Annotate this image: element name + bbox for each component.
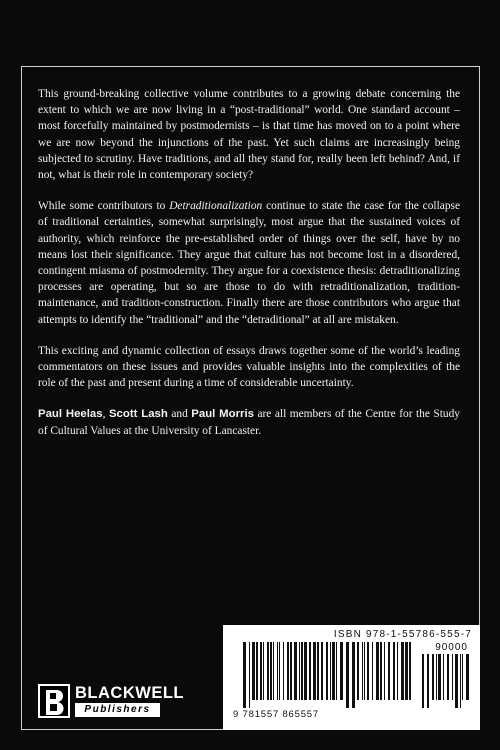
- publisher-name: BLACKWELL: [75, 684, 184, 702]
- barcode-bar: [256, 642, 258, 700]
- publisher-subtitle: Publishers: [75, 703, 160, 717]
- barcode-bar: [279, 642, 280, 700]
- barcode-bar: [462, 654, 463, 700]
- blackwell-b-icon: [38, 684, 70, 718]
- barcode-bar: [332, 642, 335, 700]
- barcode-bar: [277, 642, 278, 700]
- barcode-bar: [317, 642, 319, 700]
- barcode-bar: [401, 642, 404, 700]
- ean-barcode: [243, 642, 413, 708]
- barcode-bar: [357, 642, 359, 700]
- barcode-bar: [330, 642, 331, 700]
- isbn-text: ISBN 978-1-55786-555-7: [333, 629, 472, 640]
- barcode-bar: [249, 642, 250, 708]
- barcode-bar: [299, 642, 300, 700]
- barcode-bar: [376, 642, 379, 700]
- barcode-bar: [388, 642, 390, 700]
- blurb-paragraph-1: This ground-breaking collective volume contributes to a growing debate concerning the extent to which we are now living in a “post-traditional” world. One standard account – most forcefully maintained by postmodernists – is that time has moved on to a point where we are now beyond the injunctions of the past. Yet such claims are increasingly being subjected to scrutiny. Have traditions, and all they stand for, really been left behind? And, if not, what is their role in contemporary society?: [38, 88, 460, 182]
- barcode-bar: [243, 642, 246, 708]
- barcode-bar: [436, 654, 437, 700]
- barcode-bar: [362, 642, 363, 700]
- barcode-bar: [287, 642, 289, 700]
- barcode-bar: [321, 642, 323, 700]
- barcode-bar: [273, 642, 274, 700]
- barcode-bar: [326, 642, 328, 700]
- barcode-bar: [252, 642, 255, 700]
- publisher-logo: [38, 684, 218, 718]
- barcode-bar: [409, 642, 411, 700]
- barcode-bar: [460, 654, 461, 708]
- editor-name: Paul Heelas: [38, 408, 103, 421]
- barcode-bar: [452, 654, 453, 700]
- barcode-bar: [380, 642, 382, 700]
- barcode-bar: [267, 642, 269, 700]
- barcode-bar: [340, 642, 343, 700]
- barcode-bar: [384, 642, 385, 700]
- barcode-bar: [367, 642, 369, 700]
- barcode-bar: [466, 654, 469, 700]
- barcode-bar: [432, 654, 434, 700]
- barcode-bar: [393, 642, 395, 700]
- barcode-bar: [438, 654, 441, 700]
- barcode-bar: [336, 642, 337, 700]
- editors-note: Paul Heelas, Scott Lash and Paul Morris are all members of the Centre for the Study of Cultural Values at the University of Lancaster.: [38, 408, 460, 437]
- barcode-bar: [364, 642, 365, 700]
- barcode-bar: [397, 642, 398, 700]
- barcode-bar: [427, 654, 429, 708]
- barcode-bar: [304, 642, 307, 700]
- barcode-bar: [270, 642, 272, 700]
- barcode-bar: [301, 642, 303, 700]
- barcode-bar: [260, 642, 262, 700]
- barcode-block: [223, 625, 480, 730]
- ean-number-text: 9 781557 865557: [233, 709, 319, 720]
- editor-name: Scott Lash: [108, 408, 168, 421]
- barcode-bar: [443, 654, 444, 700]
- barcode-bar: [313, 642, 316, 700]
- barcode-bar: [372, 642, 373, 700]
- book-title-italic: Detraditionalization: [169, 200, 263, 213]
- barcode-bar: [352, 642, 355, 708]
- barcode-bar: [447, 654, 449, 700]
- barcode-bar: [294, 642, 297, 700]
- price-addon-text: 90000: [435, 642, 468, 653]
- barcode-bar: [455, 654, 458, 708]
- addon-barcode: [422, 654, 472, 710]
- barcode-bar: [422, 654, 424, 708]
- barcode-bar: [346, 642, 349, 708]
- barcode-bar: [283, 642, 284, 700]
- barcode-bar: [290, 642, 292, 700]
- barcode-bar: [263, 642, 264, 700]
- barcode-bar: [405, 642, 408, 700]
- editor-name: Paul Morris: [191, 408, 254, 421]
- blurb-text: [38, 86, 460, 454]
- blurb-paragraph-3: This exciting and dynamic collection of essays draws together some of the world’s leading commentators on these issues and provides valuable insights into the complexities of the role of the past and present during a time of considerable uncertainty.: [38, 344, 460, 390]
- barcode-bar: [309, 642, 311, 700]
- blurb-paragraph-2: While some contributors to Detraditionalization continue to state the case for the collapse of traditional certainties, somewhat surprisingly, most argue that the sustained voices of authority, which reinforce the pre-established order of things over the self, have by no means lost their significance. They argue that culture has not become lost in a disordered, contingent miasma of postmodernity. They argue for a coexistence thesis: detraditionalizing processes are operating, but so are those to do with retraditionalization, tradition-maintenance, and tradition-construction. Finally there are those contributors who argue that attempts to identify the “traditional” and the “detraditional” at all are mistaken.: [38, 200, 460, 326]
